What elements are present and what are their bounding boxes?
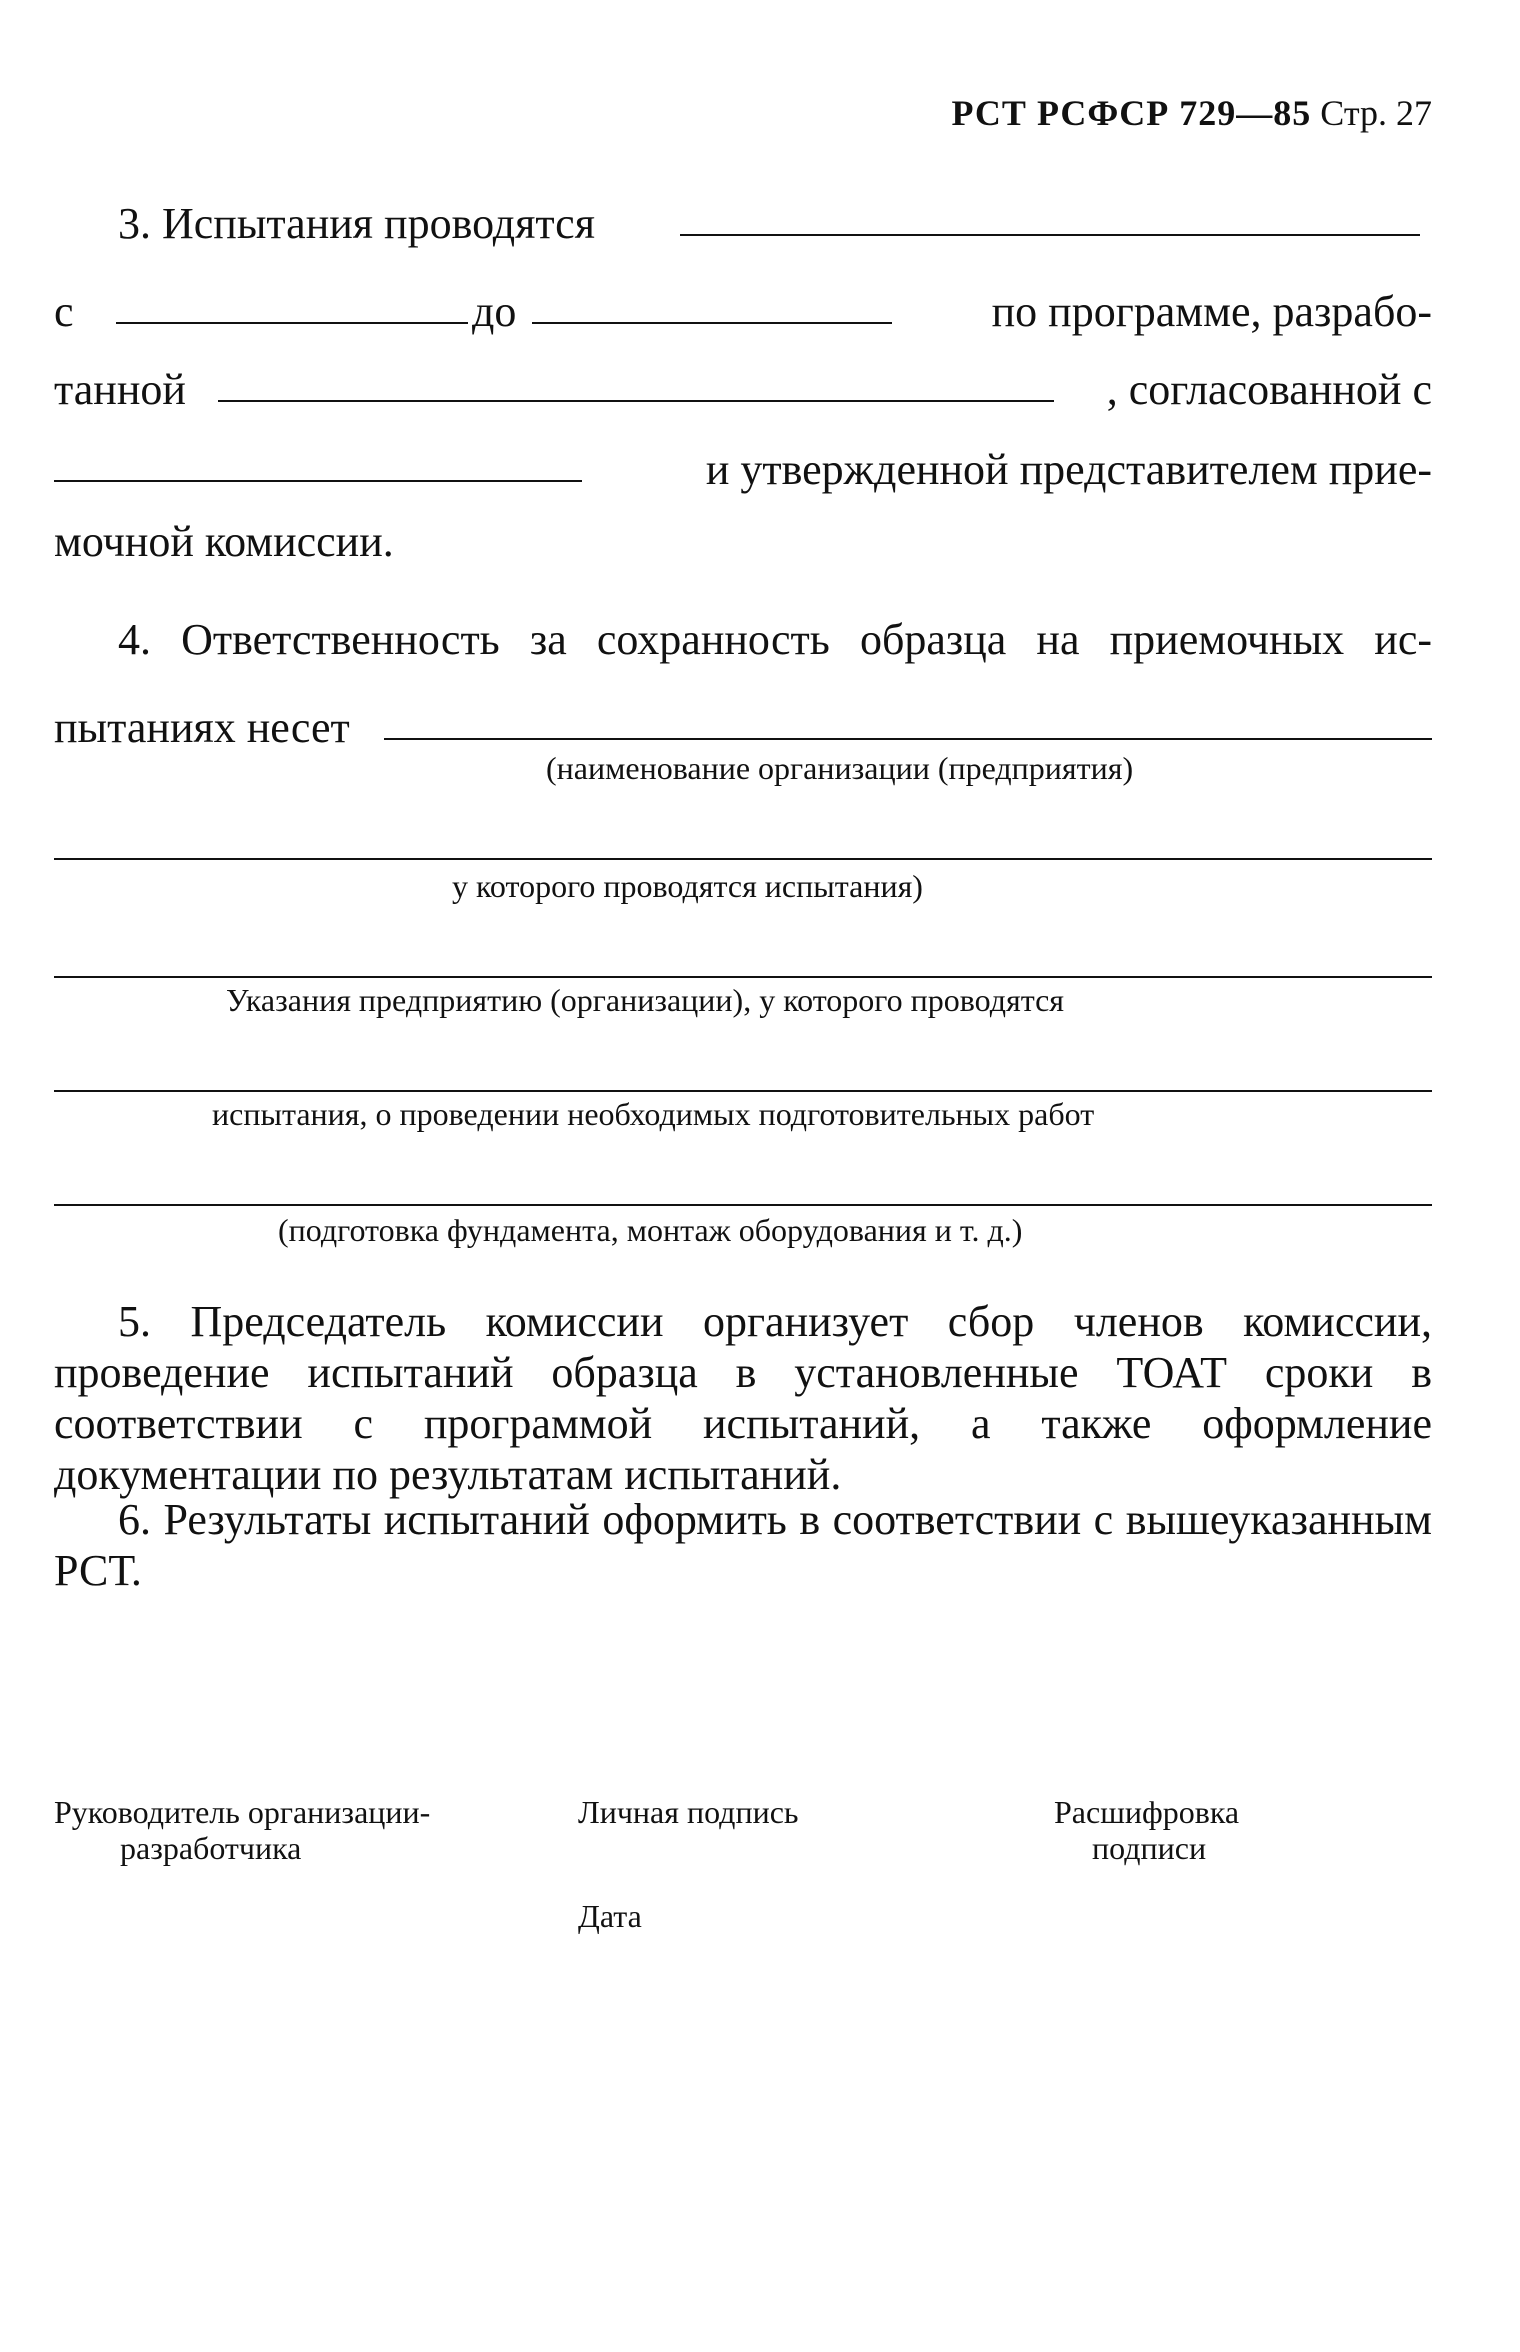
item3-commission: мочной комиссии. [54, 517, 394, 566]
blank-line [532, 322, 892, 324]
blank-line [54, 976, 1432, 978]
item3-to: до [472, 287, 517, 336]
caption-preparations: испытания, о проведении необходимых подготовительных работ [212, 1096, 1095, 1132]
signature-decode-line1: Расшифровка [1054, 1794, 1240, 1830]
blank-line [680, 234, 1420, 236]
signature-head-line2: разработчика [120, 1830, 302, 1866]
blank-line [218, 400, 1054, 402]
item3-developed: танной [54, 365, 186, 414]
page-header [952, 92, 1433, 134]
item3-approved: и утвержденной представителем прие- [705, 445, 1432, 494]
item4-line2: пытаниях несет [54, 703, 350, 752]
item3-from: с [54, 287, 74, 336]
signature-date: Дата [578, 1898, 642, 1934]
blank-line [54, 1090, 1432, 1092]
blank-line [54, 1204, 1432, 1206]
caption-testing-org: у которого проводятся испытания) [452, 868, 923, 904]
signature-decode-line2: подписи [1092, 1830, 1207, 1866]
item5-paragraph: 5. Председатель комиссии организует сбор членов комиссии, проведение испытаний образца в установленные ТОАТ сроки в соответствии с программой испытаний, а также оформление документации по результатам испытаний. [54, 1297, 1432, 1499]
signature-personal: Личная подпись [578, 1794, 799, 1830]
item6-paragraph: 6. Результаты испытаний оформить в соответствии с вышеуказанным РСТ. [54, 1495, 1432, 1595]
blank-line [54, 858, 1432, 860]
caption-foundation: (подготовка фундамента, монтаж оборудования и т. д.) [278, 1212, 1023, 1248]
item3-line1: 3. Испытания проводятся [118, 199, 595, 248]
signature-head-line1: Руководитель организации- [54, 1794, 431, 1830]
item3-program: по программе, разрабо- [991, 287, 1432, 336]
blank-line [116, 322, 468, 324]
item4-line1: 4. Ответственность за сохранность образца на приемочных ис- [118, 615, 1432, 664]
blank-line [54, 480, 582, 482]
page-number: Стр. 27 [1320, 93, 1432, 133]
standard-code: РСТ РСФСР 729—85 [951, 93, 1312, 133]
caption-organization: (наименование организации (предприятия) [546, 750, 1134, 786]
blank-line [384, 738, 1432, 740]
item3-agreed: , согласованной с [1106, 365, 1432, 414]
caption-instructions: Указания предприятию (организации), у которого проводятся [226, 982, 1064, 1018]
